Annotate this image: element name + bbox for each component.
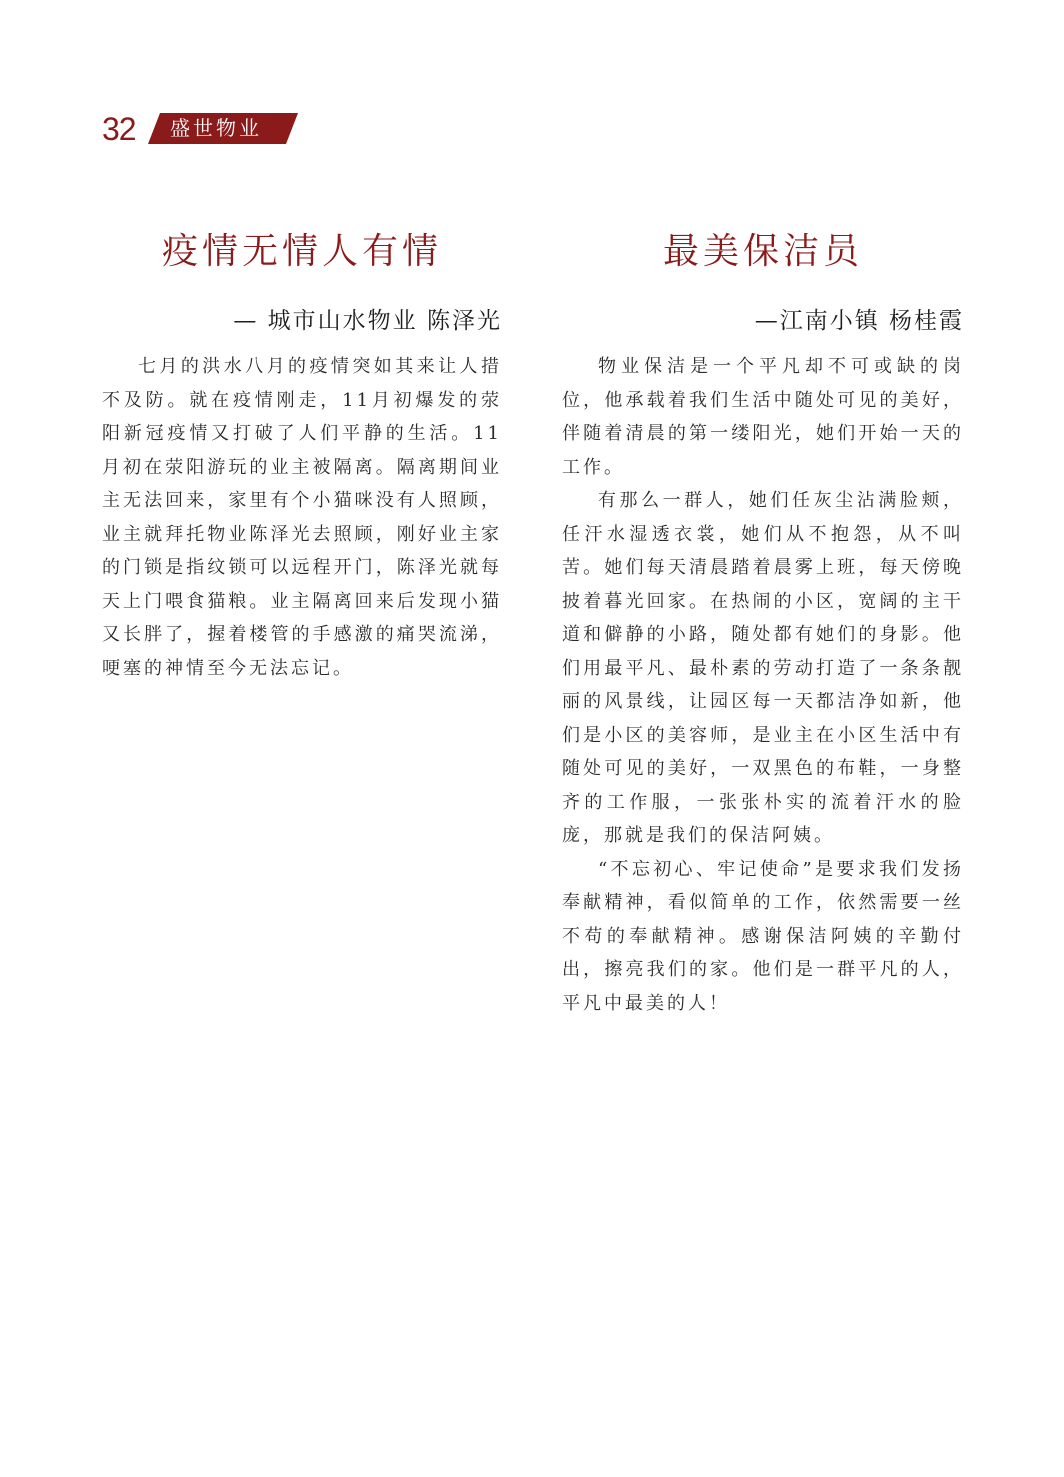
paragraph: 物业保洁是一个平凡却不可或缺的岗位，他承载着我们生活中随处可见的美好，伴随着清晨的第一缕阳光，她们开始一天的工作。	[562, 356, 964, 478]
article-body	[102, 350, 502, 685]
page-number: 32	[102, 111, 136, 147]
paragraph: 七月的洪水八月的疫情突如其来让人措不及防。就在疫情刚走，11月初爆发的荥阳新冠疫情又打破了人们平静的生活。11月初在荥阳游玩的业主被隔离。隔离期间业主无法回来，家里有个小猫咪没有人照顾，业主就拜托物业陈泽光去照顾，刚好业主家的门锁是指纹锁可以远程开门，陈泽光就每天上门喂食猫粮。业主隔离回来后发现小猫又长胖了，握着楼管的手感激的痛哭流涕，哽塞的神情至今无法忘记。	[102, 356, 502, 679]
paragraph: “不忘初心、牢记使命”是要求我们发扬奉献精神，看似简单的工作，依然需要一丝不苟的奉献精神。感谢保洁阿姨的辛勤付出，擦亮我们的家。他们是一群平凡的人，平凡中最美的人！	[562, 858, 964, 1014]
paragraph: 有那么一群人，她们任灰尘沾满脸颊，任汗水湿透衣裳，她们从不抱怨，从不叫苦。她们每天清晨踏着晨雾上班，每天傍晚披着暮光回家。在热闹的小区，宽阔的主干道和僻静的小路，随处都有她们的身影。他们用最平凡、最朴素的劳动打造了一条条靓丽的风景线，让园区每一天都洁净如新，他们是小区的美容师，是业主在小区生活中有随处可见的美好，一双黑色的布鞋，一身整齐的工作服，一张张朴实的流着汗水的脸庞，那就是我们的保洁阿姨。	[562, 490, 964, 846]
article-body	[562, 350, 964, 1020]
section-banner	[148, 113, 298, 144]
article-title: 最美保洁员	[662, 231, 863, 272]
section-name: 盛世物业	[170, 116, 262, 140]
article-author: —江南小镇 杨桂霞	[754, 308, 964, 334]
article-author: — 城市山水物业 陈泽光	[233, 308, 502, 334]
article-title: 疫情无情人有情	[161, 231, 442, 272]
article-right	[562, 228, 964, 1020]
article-left	[102, 228, 502, 685]
